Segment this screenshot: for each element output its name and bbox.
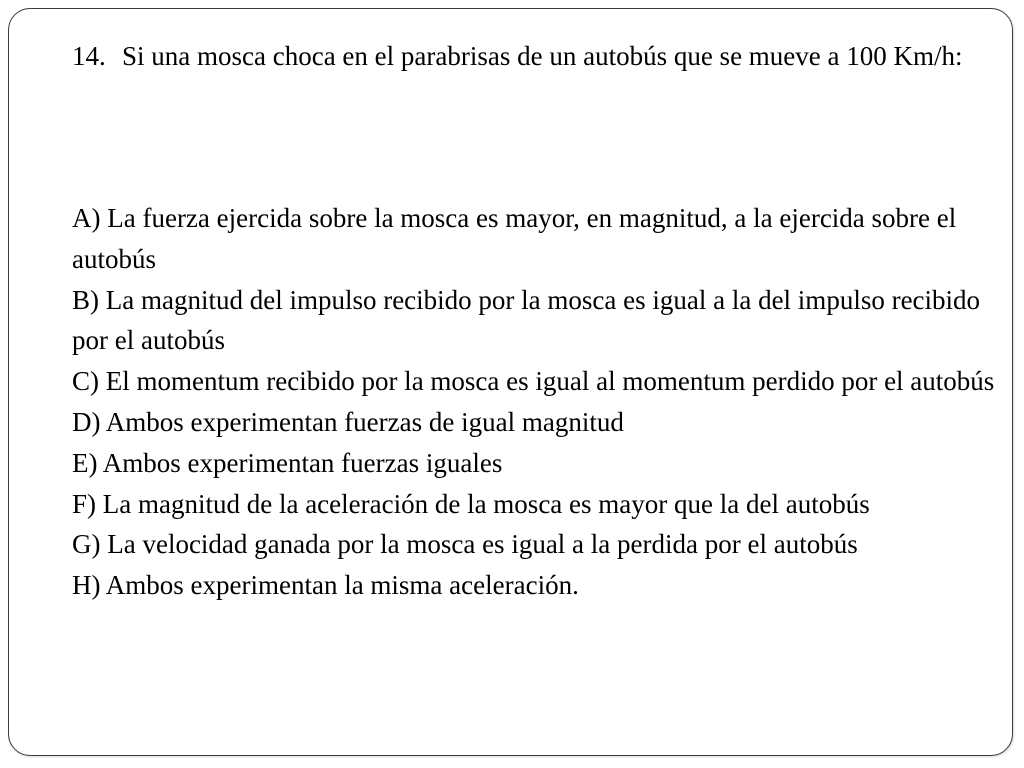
option-h: H) Ambos experimentan la misma aceleración. [72,570,579,601]
option-f: F) La magnitud de la aceleración de la mosca es mayor que la del autobús [72,488,870,519]
question [72,36,972,76]
question-number: 14. [72,41,106,71]
option-a: A) La fuerza ejercida sobre la mosca es mayor, en magnitud, a la ejercida sobre el autobús [72,203,957,274]
option-d: D) Ambos experimentan fuerzas de igual magnitud [72,406,624,437]
option-e: E) Ambos experimentan fuerzas iguales [72,447,503,478]
option-g: G) La velocidad ganada por la mosca es igual a la perdida por el autobús [72,529,858,560]
question-text: Si una mosca choca en el parabrisas de un autobús que se mueve a 100 Km/h: [122,41,963,71]
options-list [72,198,997,606]
option-c: C) El momentum recibido por la mosca es igual al momentum perdido por el autobús [72,366,995,397]
option-b: B) La magnitud del impulso recibido por la mosca es igual a la del impulso recibido por el autobús [72,284,981,356]
